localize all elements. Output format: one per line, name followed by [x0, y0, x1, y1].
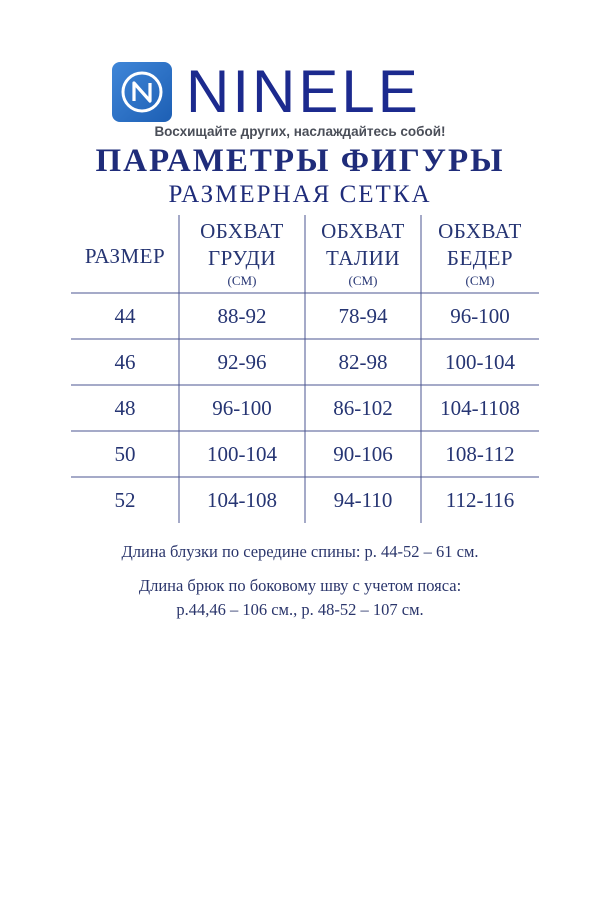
trousers-length-note-line2: р.44,46 – 106 см., р. 48-52 – 107 см.: [176, 600, 424, 619]
blouse-length-note: Длина блузки по середине спины: р. 44-52 – 61 см.: [121, 542, 479, 561]
table-row-size: 52: [114, 487, 136, 512]
table-row-hips: 104-1108: [440, 395, 520, 420]
table-row-chest: 88-92: [217, 303, 267, 328]
brand-tagline: Восхищайте других, наслаждайтесь собой!: [154, 124, 446, 139]
chest-header-line2: ГРУДИ: [207, 245, 277, 270]
table-row-chest: 96-100: [212, 395, 272, 420]
table-row-hips: 112-116: [445, 487, 515, 512]
table-row-waist: 86-102: [333, 395, 393, 420]
table-row-size: 48: [114, 395, 136, 420]
table-row-waist: 90-106: [333, 441, 393, 466]
table-row-hips: 96-100: [450, 303, 510, 328]
table-row-hips: 100-104: [445, 349, 515, 374]
hips-header-line1: ОБХВАТ: [438, 218, 522, 243]
page-title: ПАРАМЕТРЫ ФИГУРЫ: [95, 143, 505, 179]
table-row-waist: 78-94: [338, 303, 388, 328]
table-row-waist: 82-98: [338, 349, 388, 374]
chest-header-unit: (СМ): [227, 273, 257, 288]
waist-header-unit: (СМ): [348, 273, 378, 288]
waist-header-line2: ТАЛИИ: [325, 245, 401, 270]
brand-logo: [112, 60, 421, 124]
hips-header-unit: (СМ): [465, 273, 495, 288]
page-subtitle: РАЗМЕРНАЯ СЕТКА: [168, 181, 432, 208]
chest-header-line1: ОБХВАТ: [200, 218, 284, 243]
table-row-size: 44: [114, 303, 136, 328]
hips-header-line2: БЕДЕР: [446, 245, 514, 270]
table-row-chest: 92-96: [217, 349, 267, 374]
brand-name: NINELE: [186, 58, 421, 125]
table-row-chest: 100-104: [207, 441, 277, 466]
table-row-size: 46: [114, 349, 136, 374]
n-monogram-icon: [112, 62, 172, 122]
table-row-size: 50: [114, 441, 136, 466]
waist-header-line1: ОБХВАТ: [321, 218, 405, 243]
table-row-hips: 108-112: [445, 441, 515, 466]
trousers-length-note-line1: Длина брюк по боковому шву с учетом пояса:: [138, 576, 462, 595]
size-column-header: РАЗМЕР: [84, 243, 166, 268]
table-row-chest: 104-108: [207, 487, 277, 512]
table-row-waist: 94-110: [333, 487, 393, 512]
